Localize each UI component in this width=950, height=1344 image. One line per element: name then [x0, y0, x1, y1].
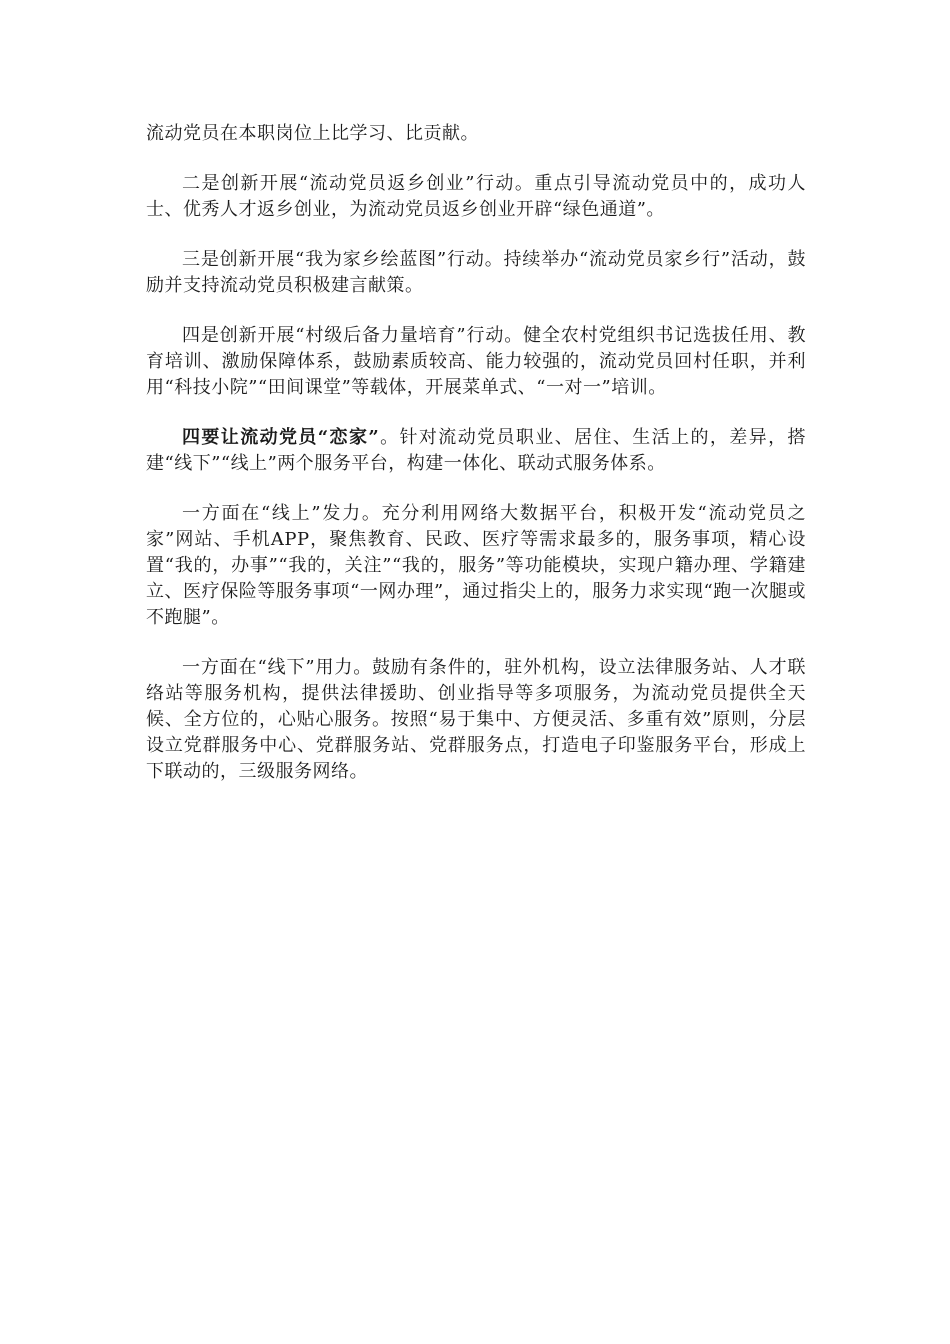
paragraph-offline [146, 655, 806, 785]
paragraph-text: 一方面在“线上”发力。充分利用网络大数据平台，积极开发“流动党员之家”网站、手机APP，聚焦教育、民政、医疗等需求最多的，服务事项，精心设置“我的，办事”“我的，关注”“我的，服务”等功能模块，实现户籍办理、学籍建立、医疗保险等服务事项“一网办理”，通过指尖上的，服务力求实现“跑一次腿或不跑腿”。 [146, 503, 806, 628]
paragraph-item-four [146, 323, 806, 401]
paragraph-item-two [146, 171, 806, 223]
paragraph-text: 三是创新开展“我为家乡绘蓝图”行动。持续举办“流动党员家乡行”活动，鼓励并支持流动党员积极建言献策。 [146, 249, 806, 296]
paragraph-text: 流动党员在本职岗位上比学习、比贡献。 [146, 123, 479, 144]
paragraph-continuation [146, 121, 806, 147]
paragraph-online [146, 501, 806, 631]
paragraph-item-three [146, 247, 806, 299]
paragraph-text: 。针对流动党员职业、居住、生活上的，差异，搭建“线下”“线上”两个服务平台，构建一体化、联动式服务体系。 [146, 427, 806, 474]
paragraph-text: 二是创新开展“流动党员返乡创业”行动。重点引导流动党员中的，成功人士、优秀人才返乡创业，为流动党员返乡创业开辟“绿色通道”。 [146, 173, 806, 220]
section-heading-paragraph [146, 425, 806, 477]
section-heading: 四要让流动党员“恋家” [182, 427, 380, 448]
document-body [146, 121, 806, 809]
paragraph-text: 一方面在“线下”用力。鼓励有条件的，驻外机构，设立法律服务站、人才联络站等服务机构，提供法律援助、创业指导等多项服务，为流动党员提供全天候、全方位的，心贴心服务。按照“易于集中、方便灵活、多重有效”原则，分层设立党群服务中心、党群服务站、党群服务点，打造电子印鉴服务平台，形成上下联动的，三级服务网络。 [146, 657, 806, 782]
paragraph-text: 四是创新开展“村级后备力量培育”行动。健全农村党组织书记选拔任用、教育培训、激励保障体系，鼓励素质较高、能力较强的，流动党员回村任职，并利用“科技小院”“田间课堂”等载体，开展菜单式、“一对一”培训。 [146, 325, 806, 398]
